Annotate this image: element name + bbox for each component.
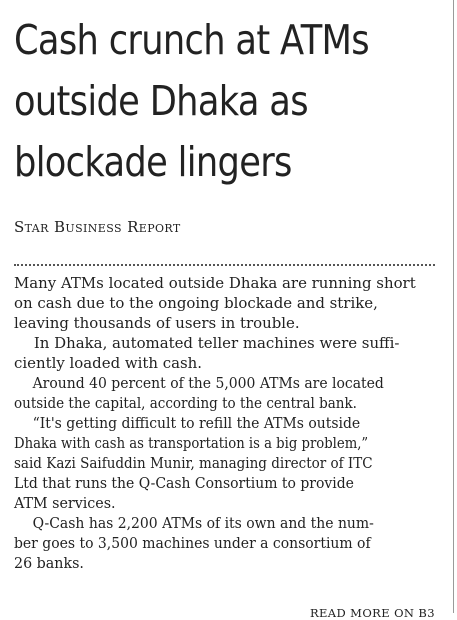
- read-more-link[interactable]: READ MORE ON B3: [309, 606, 435, 620]
- body-line: said Kazi Saifuddin Munir, managing director of ITC: [14, 454, 373, 472]
- body-line: on cash due to the ongoing blockade and strike,: [14, 294, 378, 312]
- body-line: ATM services.: [14, 494, 116, 512]
- headline-line: blockade lingers: [14, 138, 292, 186]
- column-divider: [453, 0, 454, 613]
- body-line: 26 banks.: [14, 554, 84, 572]
- byline: Star Business Report: [14, 218, 181, 236]
- body-line: In Dhaka, automated teller machines were suffi-: [33, 334, 400, 352]
- body-line: Many ATMs located outside Dhaka are running short: [14, 274, 416, 292]
- headline: [14, 10, 435, 198]
- body-line: Q-Cash has 2,200 ATMs of its own and the num-: [32, 514, 374, 532]
- article: [14, 10, 435, 620]
- body-line: Dhaka with cash as transportation is a big problem,”: [14, 434, 369, 452]
- dotted-divider: [14, 264, 435, 266]
- body-line: ber goes to 3,500 machines under a consortium of: [14, 534, 371, 552]
- body-line: “It's getting difficult to refill the ATMs outside: [32, 414, 361, 432]
- body-line: outside the capital, according to the central bank.: [14, 394, 357, 412]
- body-line: leaving thousands of users in trouble.: [14, 314, 300, 332]
- body-line: ciently loaded with cash.: [14, 354, 203, 372]
- body-line: Around 40 percent of the 5,000 ATMs are located: [32, 374, 384, 392]
- headline-line: Cash crunch at ATMs: [14, 16, 369, 64]
- article-body: [14, 273, 435, 573]
- headline-line: outside Dhaka as: [14, 77, 308, 125]
- body-line: Ltd that runs the Q-Cash Consortium to provide: [14, 474, 354, 492]
